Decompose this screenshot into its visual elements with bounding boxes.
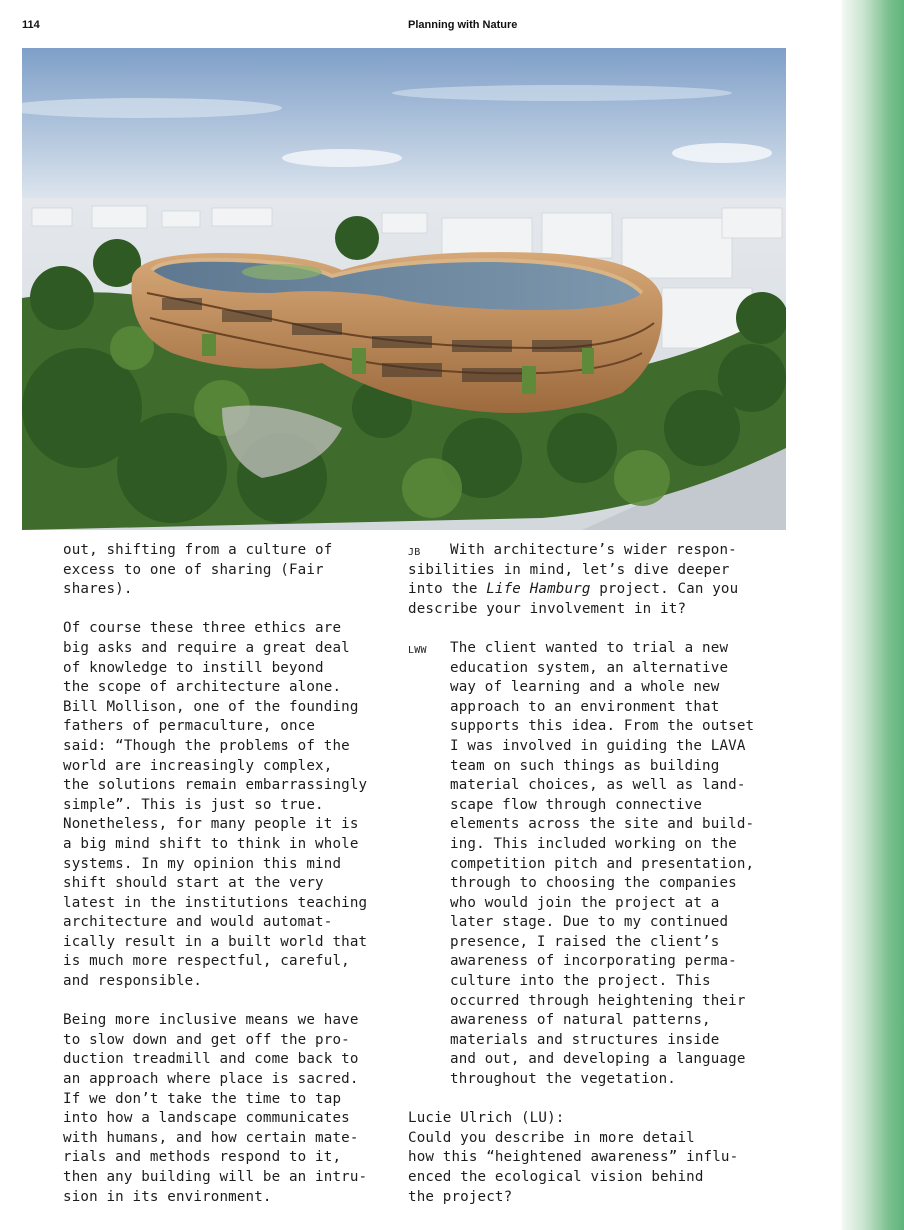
speaker-label-jb: JB <box>408 547 421 558</box>
sky <box>22 48 786 208</box>
right-text-column <box>408 541 788 1207</box>
interview-question-jb <box>408 541 788 619</box>
left-paragraph-2: Of course these three ethics are big asks and require a great deal of knowledge to instill beyond the scope of architecture alone. Bill Mollison, one of the founding fathers of permaculture, once said: “Though the problems of the world are increasingly complex, the solutions remain embarrassingly simple”. This is just so true. Nonetheless, for many people it is a big mind shift to think in whole systems. In my opinion this mind shift should start at the very latest in the institutions teaching architecture and would automat- ically result in a built world that is much more respectful, careful, and responsible. <box>63 620 368 990</box>
rendering-illustration <box>22 48 786 530</box>
question-text <box>408 541 788 619</box>
interviewer-question-lu: Lucie Ulrich (LU): Could you describe in more detail how this “heightened awareness” influ- enced the ecological vision behind the project? <box>408 1110 739 1205</box>
question-text-part-1: With architecture’s wider respon- sibilities in mind, let’s dive deeper into the <box>408 542 737 598</box>
left-paragraph-3: Being more inclusive means we have to slow down and get off the pro- duction treadmill and come back to an approach where place is sacred. If we don’t take the time to tap into how a landscape communicates with humans, and how certain mate- rials and methods respond to it, then any building will be an intru- sion in its environment. <box>63 1012 368 1205</box>
page-edge-green-strip <box>842 0 904 1230</box>
left-text-column <box>63 541 403 1207</box>
question-text-part-2: project. Can you describe your involvement in it? <box>408 581 739 617</box>
interview-answer-lww <box>408 639 788 1090</box>
left-paragraph-1: out, shifting from a culture of excess to one of sharing (Fair shares). <box>63 542 333 598</box>
speaker-label-lww: LWW <box>408 644 427 656</box>
page-number: 114 <box>22 19 40 31</box>
project-name-italic: Life Hamburg <box>486 581 591 598</box>
architectural-rendering-image <box>22 48 786 530</box>
answer-text: The client wanted to trial a new education system, an alternative way of learning and a whole new approach to an environment that supports this idea. From the outset I was involved in guiding the LAVA team on such things as building material choices, as well as land- scape flow through connective elements across the site and build- ing. This included working on the competition pitch and presentation, through to choosing the companies who would join the project at a later stage. Due to my continued presence, I raised the client’s awareness of incorporating perma- culture into the project. This occurred through heightening their awareness of natural patterns, materials and structures inside and out, and developing a language throughout the vegetation. <box>450 639 755 1088</box>
running-head: Planning with Nature <box>408 19 518 31</box>
